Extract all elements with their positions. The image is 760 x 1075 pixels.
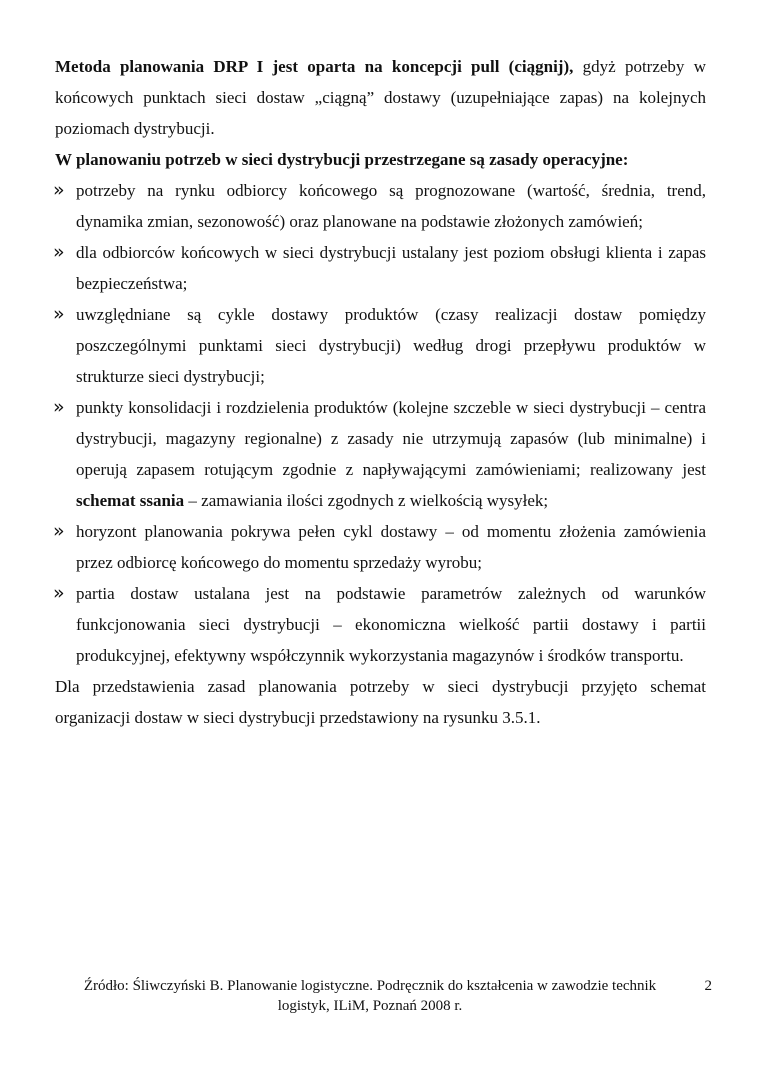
- list-item-text: uwzględniane są cykle dostawy produktów (czasy realizacji dostaw pomiędzy poszczególnymi punktami sieci dystrybucji) według drogi przepływu produktów w strukturze sieci dystrybucji;: [76, 305, 706, 386]
- list-item: [55, 516, 706, 578]
- page-content: [55, 51, 706, 733]
- page-number: 2: [704, 978, 712, 994]
- list-item-text: potrzeby na rynku odbiorcy końcowego są prognozowane (wartość, średnia, trend, dynamika zmian, sezonowość) oraz planowane na podstawie złożonych zamówień;: [76, 181, 706, 231]
- bullet-marker: »: [53, 582, 65, 604]
- list-item: [55, 392, 706, 516]
- list-item-text: – zamawiania ilości zgodnych z wielkością wysyłek;: [184, 491, 549, 510]
- list-item: [55, 175, 706, 237]
- intro-bold-text: Metoda planowania DRP I jest oparta na koncepcji pull (ciągnij),: [55, 57, 574, 76]
- intro-text: gdyż potrzeby w końcowych punktach sieci dostaw „ciągną” dostawy (uzupełniające zapas) na kolejnych poziomach dystrybucji.: [55, 57, 706, 138]
- list-item: [55, 578, 706, 671]
- bullet-marker: »: [53, 303, 65, 325]
- list-item-text: partia dostaw ustalana jest na podstawie parametrów zależnych od warunków funkcjonowania sieci dystrybucji – ekonomiczna wielkość partii dostawy i partii produkcyjnej, efektywny współczynnik wykorzystania magazynów i środków transportu.: [76, 584, 706, 665]
- principles-list: [55, 175, 706, 671]
- bullet-marker: »: [53, 179, 65, 201]
- suction-scheme-term: schemat ssania: [76, 491, 185, 510]
- closing-paragraph: Dla przedstawienia zasad planowania potrzeby w sieci dystrybucji przyjęto schemat organizacji dostaw w sieci dystrybucji przedstawiony na rysunku 3.5.1.: [55, 677, 706, 727]
- list-item-text: horyzont planowania pokrywa pełen cykl dostawy – od momentu złożenia zamówienia przez odbiorcę końcowego do momentu sprzedaży wyrobu;: [76, 522, 706, 572]
- list-item: [55, 299, 706, 392]
- source-footer: Źródło: Śliwczyński B. Planowanie logistyczne. Podręcznik do kształcenia w zawodzie technik logistyk, ILiM, Poznań 2008 r.: [83, 978, 657, 1014]
- bullet-marker: »: [53, 396, 65, 418]
- intro-paragraph: [55, 51, 706, 144]
- bullet-marker: »: [53, 520, 65, 542]
- list-item-text: punkty konsolidacji i rozdzielenia produktów (kolejne szczeble w sieci dystrybucji – centra dystrybucji, magazyny regionalne) z zasady nie utrzymują zapasów (lub minimalne) i operują zapasem rotującym zgodnie z napływającymi zamówieniami; realizowany jest: [76, 398, 706, 479]
- principles-heading: W planowaniu potrzeb w sieci dystrybucji przestrzegane są zasady operacyjne:: [55, 150, 629, 169]
- list-item: [55, 237, 706, 299]
- bullet-marker: »: [53, 241, 65, 263]
- list-item-text: dla odbiorców końcowych w sieci dystrybucji ustalany jest poziom obsługi klienta i zapas bezpieczeństwa;: [76, 243, 706, 293]
